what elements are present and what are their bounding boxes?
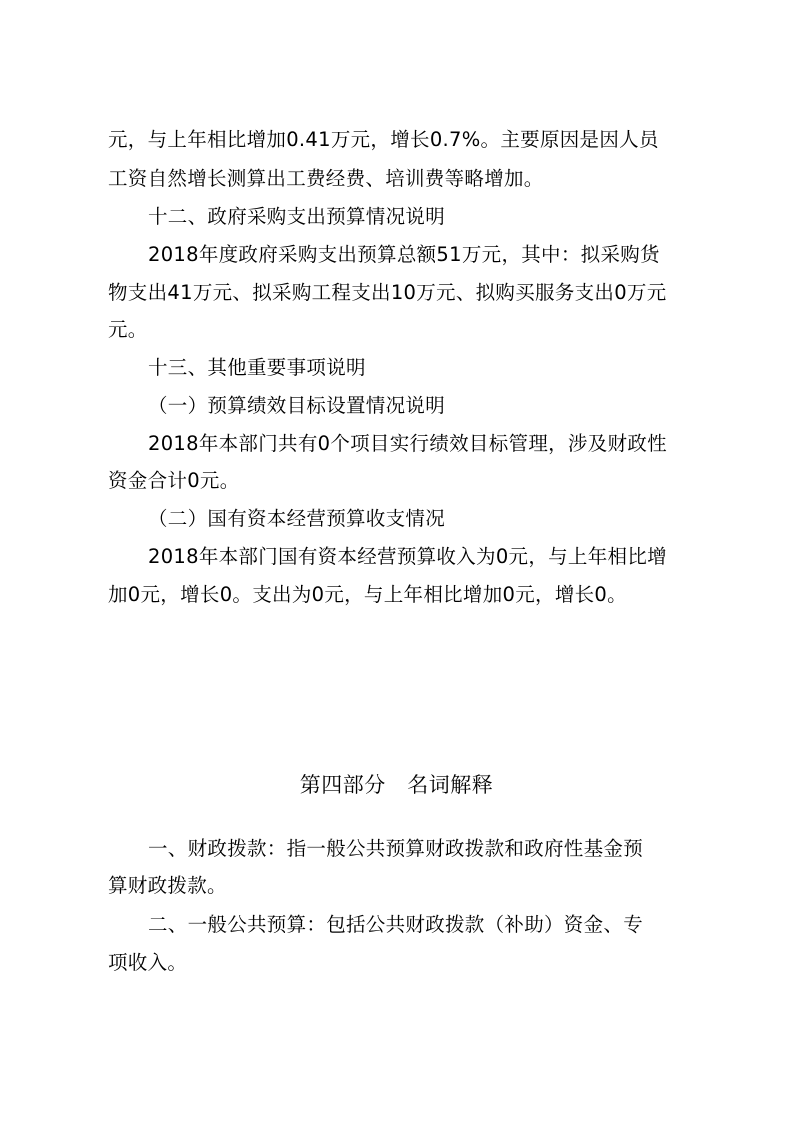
paragraph-line: 物支出41万元、拟采购工程支出10万元、拟购买服务支出0万元 [108, 281, 667, 304]
paragraph-line: 资金合计0元。 [108, 469, 240, 492]
paragraph-line: 工资自然增长测算出工费经费、培训费等略增加。 [108, 167, 544, 190]
glossary-line: 项收入。 [108, 951, 188, 974]
glossary-line: 算财政拨款。 [108, 874, 227, 897]
glossary-line: 一、财政拨款：指一般公共预算财政拨款和政府性基金预 [148, 837, 644, 860]
section-heading: 十三、其他重要事项说明 [148, 356, 366, 379]
paragraph-line: 元。 [108, 318, 148, 341]
part-title: 第四部分 名词解释 [299, 773, 494, 797]
paragraph-line: 元，与上年相比增加0.41万元，增长0.7%。主要原因是因人员 [108, 128, 659, 151]
paragraph-line: 加0元，增长0。支出为0元，与上年相比增加0元，增长0。 [108, 583, 627, 606]
subsection-heading: （一）预算绩效目标设置情况说明 [148, 394, 446, 417]
subsection-heading: （二）国有资本经营预算收支情况 [148, 507, 446, 530]
section-heading: 十二、政府采购支出预算情况说明 [148, 205, 446, 228]
paragraph-line: 2018年度政府采购支出预算总额51万元，其中：拟采购货 [148, 243, 660, 266]
paragraph-line: 2018年本部门共有0个项目实行绩效目标管理，涉及财政性 [148, 432, 667, 455]
glossary-line: 二、一般公共预算：包括公共财政拨款（补助）资金、专 [148, 913, 644, 936]
paragraph-line: 2018年本部门国有资本经营预算收入为0元，与上年相比增 [148, 545, 667, 568]
